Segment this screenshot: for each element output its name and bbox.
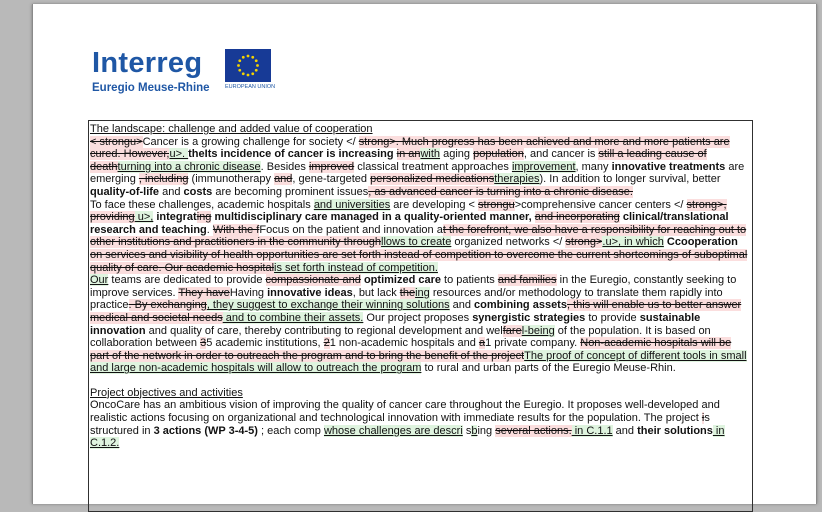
deleted-text: personalized medications — [370, 173, 495, 186]
deleted-text: several actions. — [495, 424, 572, 437]
bold-run: their solutions — [637, 424, 713, 437]
paragraph-oncocare — [90, 399, 750, 449]
text-run: ). In addition to longer survival, better — [539, 173, 721, 186]
deleted-text: strong>. Much progress has been achieved and more and more patients are cured. However, — [90, 135, 730, 161]
paragraph-hospitals — [90, 199, 750, 275]
deleted-text: They have — [178, 286, 230, 299]
eu-flag-icon — [225, 49, 271, 82]
bold-run: is increasing — [323, 148, 397, 161]
text-run: Focus on the patient and innovation a — [259, 223, 443, 236]
text-run: in the Euregio, constantly seeking to improve services. — [90, 274, 737, 299]
text-run: to patients — [440, 274, 498, 287]
text-run: OncoCare has an ambitious vision of improving the quality of cancer care throughout the Euregio. It proposes well-developed and realistic actions focusing on organizational and technological innovation with immediate results for the population. The project — [90, 399, 720, 425]
deleted-text: . By exchanging — [128, 299, 207, 312]
inserted-text: l-being — [521, 324, 555, 337]
text-run: s — [462, 424, 472, 437]
bold-run: innovative ideas — [267, 286, 353, 299]
deleted-text: population — [473, 148, 524, 161]
text-run: of the population. It is based on collaboration between — [90, 324, 711, 350]
text-run: classical treatment approaches — [354, 160, 512, 173]
deleted-text: compassionate and — [265, 274, 361, 287]
deleted-text: i — [701, 412, 705, 425]
text-run: , gene-targeted — [292, 173, 371, 186]
bold-run: clinical/translational research and teaching — [90, 211, 729, 236]
inserted-text: with — [420, 148, 441, 161]
deleted-text: ing — [196, 211, 212, 224]
bold-run: quality-of-life — [90, 185, 160, 198]
bold-run: 3 actions (WP 3-4-5) — [153, 424, 258, 437]
text-run: , but lack — [352, 286, 400, 299]
deleted-text: and incorporating — [534, 211, 620, 224]
deleted-text: < strongu> — [90, 135, 143, 148]
inserted-text: and to combine their assets. — [222, 311, 364, 324]
text-run: organized networks </ — [451, 236, 566, 249]
paragraph-challenges — [90, 136, 750, 199]
text-run: teams are dedicated to provide — [108, 274, 266, 287]
text-run: to rural and urban parts of the Euregio Meuse-Rhin. — [421, 362, 676, 375]
inserted-text: , they suggest to exchange their winning solutions — [206, 299, 450, 312]
text-run: 1 non-academic hospitals and — [329, 337, 479, 350]
text-run: are developing < — [390, 198, 479, 211]
inserted-text: improvement — [511, 160, 576, 173]
text-run: and quality of care, thereby contributing to regional development and wel — [145, 324, 503, 337]
text-run: are becoming prominent issues — [215, 185, 369, 198]
deleted-text: , this will enable us to better answer medical and societal needs — [90, 299, 742, 324]
inserted-text: and universities — [313, 198, 391, 211]
deleted-text: in an — [396, 148, 421, 161]
deleted-text: strong> — [565, 236, 603, 249]
text-run: Cancer is a growing challenge for society </ — [142, 135, 359, 148]
logo-name: Interreg — [92, 47, 203, 79]
deleted-text: fare — [502, 324, 522, 337]
inserted-text: whose challenges are descri — [323, 424, 463, 437]
inserted-text: is set forth instead of competition. — [274, 261, 438, 274]
bold-run: optimized care — [360, 274, 441, 287]
text-run: 1 private company. — [485, 337, 581, 350]
inserted-text: turning into a chronic disease — [117, 160, 261, 173]
bold-run: integrat — [153, 211, 197, 224]
inserted-text: in C.1.1 — [571, 424, 613, 437]
text-run: , and cancer is — [523, 148, 599, 161]
bold-run: multidisciplinary care managed in a quality-oriented manner, — [211, 211, 535, 224]
text-run: to provide — [585, 311, 640, 324]
inserted-text: The proof of concept of different tools in small and large non-academic hospitals will allow to outreach the program — [90, 349, 747, 375]
deleted-text: , including — [138, 173, 189, 186]
deleted-text: the — [399, 286, 416, 299]
bold-run: theIts incidence of cancer — [188, 148, 324, 161]
text-run: Having — [229, 286, 268, 299]
deleted-text: , as advanced cancer is turning into a chronic disease. — [368, 185, 633, 198]
interreg-logo — [90, 44, 286, 106]
section-heading-landscape: The landscape: challenge and added value of cooperation — [90, 123, 373, 135]
deleted-text: strong>, providing — [90, 198, 727, 224]
text-run: and — [449, 299, 475, 312]
eu-label: EUROPEAN UNION — [225, 84, 276, 90]
text-run: aging — [440, 148, 474, 161]
text-run: >comprehensive cancer centers </ — [514, 198, 687, 211]
deleted-text: With the f — [212, 223, 260, 236]
deleted-text: t the forefront, we also have a responsibility for reaching out to other institutions and practitioners in the community through — [90, 223, 747, 249]
text-run: (immunotherapy — [188, 173, 275, 186]
bold-run: synergistic strategies — [472, 311, 586, 324]
deleted-text: on services and visibility of health opportunities are set forth instead of competition to overcome the current shortcomings of suboptimal quality of care. — [90, 248, 748, 274]
text-run: . Besides — [260, 160, 309, 173]
text-run: ; each comp — [257, 424, 324, 437]
deleted-text: 3 — [200, 337, 207, 350]
document-page — [32, 4, 817, 504]
inserted-text: u>. — [169, 148, 189, 161]
inserted-text: Our — [90, 274, 109, 287]
bold-run: innovative treatments — [611, 160, 726, 173]
text-run: and — [612, 424, 638, 437]
section-heading-objectives: Project objectives and activities — [90, 386, 243, 399]
inserted-text: .u>, in which — [602, 236, 664, 249]
deleted-text: and families — [497, 274, 557, 287]
deleted-text: and — [274, 173, 293, 186]
deleted-text: strongu — [478, 198, 515, 211]
text-run: are emerging — [90, 160, 745, 186]
text-run: . — [206, 223, 213, 236]
text-run: resources and/or methodology to translate them rapidly into practice — [90, 286, 723, 312]
text-run: and — [159, 185, 184, 198]
deleted-text: Our academic hospital — [164, 261, 275, 274]
inserted-text: llows to create — [381, 236, 452, 249]
deleted-text: Non-academic hospitals will be part of the network in order to outreach the program and to bring the benefit of the project — [90, 337, 732, 362]
text-run: To face these challenges, academic hospitals — [90, 198, 314, 211]
deleted-text: 2 — [323, 337, 330, 350]
deleted-text: still a leading cause of death — [90, 148, 707, 173]
inserted-text: therapies — [494, 173, 540, 186]
text-run: , many — [575, 160, 612, 173]
inserted-text: ing — [415, 286, 430, 299]
inserted-text: b — [471, 424, 478, 437]
inserted-text: u>, — [134, 211, 154, 224]
inserted-text: in C.1.2. — [90, 424, 725, 450]
deleted-text: a — [478, 337, 486, 350]
text-run: ing — [477, 424, 496, 437]
text-box — [88, 120, 753, 512]
text-run: 5 academic institutions, — [206, 337, 324, 350]
paragraph-teams — [90, 274, 750, 375]
text-run: s structured in — [90, 412, 710, 437]
text-run: Our project proposes — [363, 311, 473, 324]
bold-run: combining assets — [474, 299, 567, 312]
bold-run: costs — [183, 185, 213, 198]
deleted-text: improved — [308, 160, 355, 173]
bold-run: sustainable innovation — [90, 311, 701, 337]
bold-run: Ccooperation — [666, 236, 738, 249]
logo-region: Euregio Meuse-Rhine — [92, 82, 210, 94]
